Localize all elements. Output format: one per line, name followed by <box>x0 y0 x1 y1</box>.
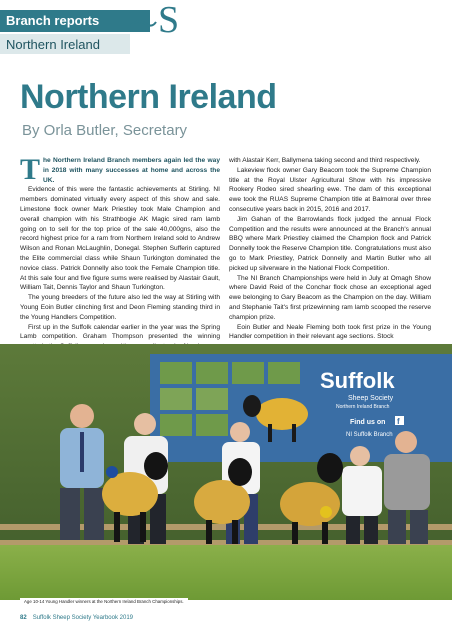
body-paragraph: with Alastair Kerr, Ballymena taking second and third respectively. <box>229 157 421 164</box>
publication-name: Suffolk Sheep Society Yearbook 2019 <box>32 615 133 621</box>
article-byline: By Orla Butler, Secretary <box>22 122 188 139</box>
subsection-header <box>0 34 130 54</box>
lead-text: he Northern Ireland Branch members again led the way in 2018 with many successes at home and across the UK. <box>43 157 220 184</box>
handler-winners-photo <box>0 344 452 600</box>
banner-page: NI Suffolk Branch <box>346 432 393 438</box>
subsection-label: Northern Ireland <box>6 37 100 52</box>
body-paragraph: Jim Gahan of the Barrowlands flock judged the annual Flock Competition and the results were announced at the Branch's annual BBQ where Mark Priestley claimed the Champion flock and Patrick Donnelly took the Reserve Champion title. Congratulations must also go to Mark Priestley, Patrick Donnelly and Martin Butler who all picked up silverware in the National Flock Competition. <box>229 215 431 272</box>
article-column-2 <box>229 156 431 342</box>
rosette <box>320 506 332 518</box>
page-footer <box>20 615 133 621</box>
photo-caption: Age 10-14 Young Handler winners at the Northern Ireland Branch Championships. <box>20 598 188 605</box>
body-paragraph: Evidence of this were the fantastic achievements at Stirling. NI members dominated virtually every aspect of this show and sale. Limestone flock owner Mark Priestley took Male Champion and overall champion with his Strathbogie AK Magic sired ram lamb going on to sell for the top price of the sale 40,000gns, also the record highest price for a ram from Northern Ireland sold to Andrew Wilson and Ronan McLaughlin, Donegal. Stephen Sufferin captured the Elite commercial class while Shaun Turkington dominated the novice class. Patrick Donnelly also took the Female Champion title. At this sale four and five figure sums were realised by Alastair Gault, William Tait, Dennis Taylor and Shaun Turkington. <box>20 186 220 292</box>
section-label: Branch reports <box>6 13 100 28</box>
article-title: Northern Ireland <box>20 78 277 116</box>
body-paragraph: Lakeview flock owner Gary Beacom took the Supreme Champion title at the Royal Ulster Agricultural Show with his impressive Rookery Rodeo sired shearling ewe. The dam of this exceptional ewe took the RUAS Supreme Champion title at Balmoral over three consecutive years back in 2015, 2016 and 2017. <box>229 166 431 213</box>
article-column-1 <box>20 153 220 352</box>
page-number: 82 <box>20 615 27 621</box>
photo-illustration <box>0 344 452 600</box>
body-paragraph: The NI Branch Championships were held in July at Omagh Show where David Reid of the Conchar flock chose an exceptional aged ewe belonging to Gary Beacom as the Champion on the day. William and Stephanie Tait's first prizewinning ram lamb scooped the reserve champion prize. <box>229 274 431 321</box>
society-s-logo <box>128 0 188 38</box>
body-paragraph: The young breeders of the future also led the way at Stirling with Young Eoin Butler clinching first and Deon Fleming standing third in the Young Handlers Competition. <box>20 294 220 321</box>
banner-find: Find us on <box>350 419 386 426</box>
svg-text:f: f <box>397 417 400 426</box>
rosette <box>106 466 118 478</box>
banner-title: Suffolk <box>320 368 395 393</box>
body-paragraph: Eoin Butler and Neale Fleming both took first prize in the Young Handler competition in their relevant age sections. Stock <box>229 323 431 341</box>
banner-sub1: Sheep Society <box>348 395 394 402</box>
svg-text:S: S <box>158 0 180 38</box>
lead-paragraph <box>20 153 220 186</box>
banner-sub2: Northern Ireland Branch <box>336 404 390 410</box>
body-paragraph: First up in the Suffolk calendar earlier in the year was the Spring Lamb competition. Graham Thompson presented the winning <box>20 323 220 341</box>
drop-cap: T <box>20 153 41 186</box>
